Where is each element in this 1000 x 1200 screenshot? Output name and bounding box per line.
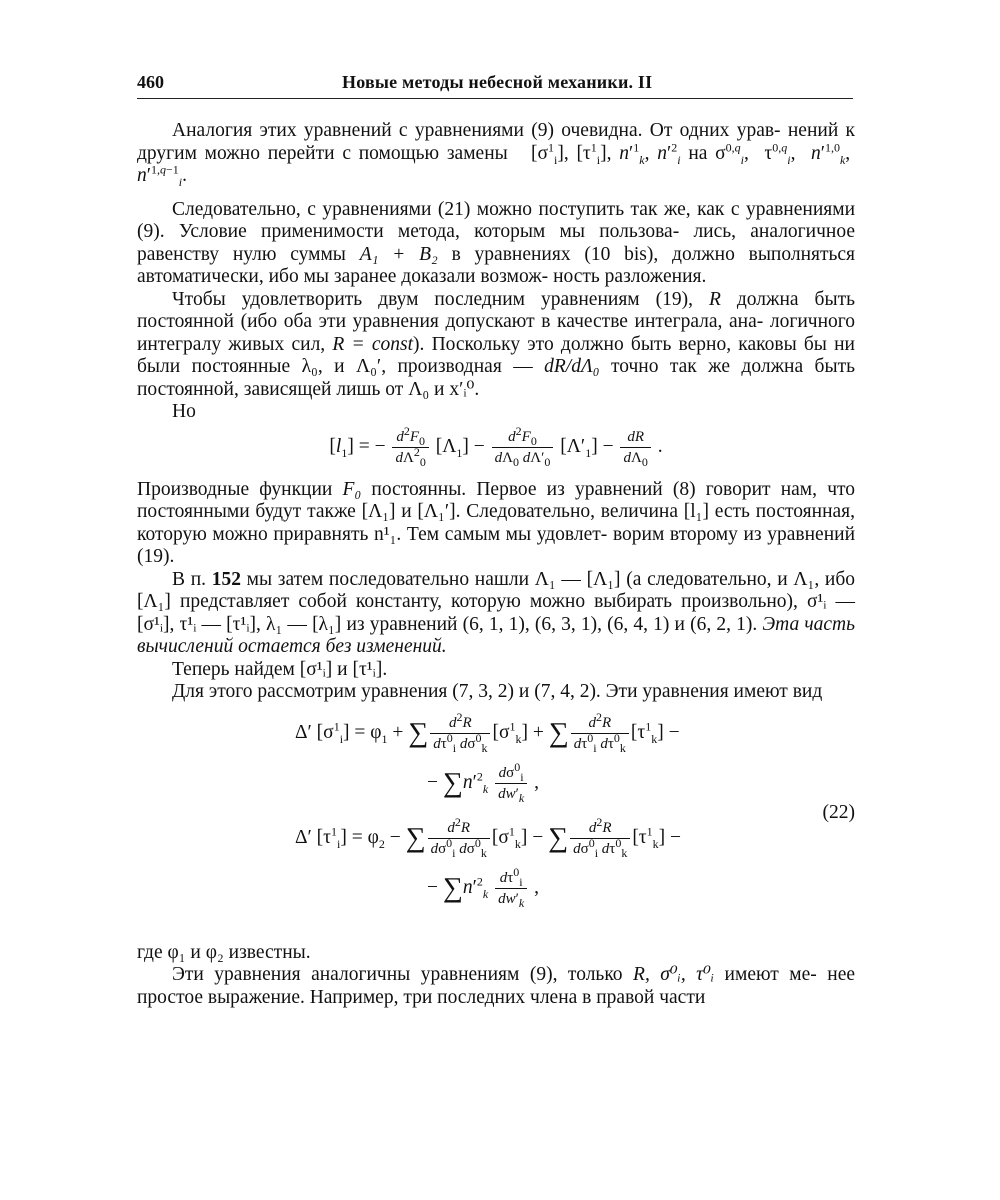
paragraph-3: Чтобы удовлетворить двум последним уравнениям (19), R должна быть постоянной (ибо оба эти уравнения допускают в качестве интеграла, ана- логичного интегралу живых сил, R = const). Поскольку это должно быть верно, каковы бы ни были постоянные λ₀, и Λ₀′, производная — dR/dΛ₀ точно так же должна быть постоянной, зависящей лишь от Λ₀ и x′ᵢ⁰.	[137, 288, 856, 400]
paragraph-6: Теперь найдем [σ¹ᵢ] и [τ¹ᵢ].	[172, 658, 388, 680]
paragraph-1: Аналогия этих уравнений с уравнениями (9) очевидна. От одних урав- нений к другим можно перейти с помощью замены $[\sigma^1_i]$, $[\tau^1_i]$, $n'^1_k$, $n'^2_i$ на $\sigma^{0,q}_i$, $\tau^{0,q}_i$, $n'^{1,0}_k$, $n'^{1,q-1}_i$.	[137, 120, 856, 189]
page-body	[137, 120, 855, 1009]
paragraph-5: В п. 152 мы затем последовательно нашли Λ₁ — [Λ₁] (а следовательно, и Λ₁, ибо [Λ₁] представляет собой константу, которую можно выбирать произвольно), σ¹ᵢ — [σ¹ᵢ], τ¹ᵢ — [τ¹ᵢ], λ₁ — [λ₁] из уравнений (6, 1, 1), (6, 3, 1), (6, 4, 1) и (6, 2, 1). Эта часть вычислений остается без изменений.	[137, 568, 856, 657]
page-number: 460	[137, 72, 164, 92]
equation-number: (22)	[822, 801, 855, 823]
paragraph-2: Следовательно, с уравнениями (21) можно поступить так же, как с уравнениями (9). Условие применимости метода, которым мы пользова- лись, аналогичное равенству нулю суммы A₁ + B₂ в уравнениях (10 bis), должно выполняться автоматически, ибо мы заранее доказали возмож- ность разложения.	[137, 198, 856, 287]
equation-sigma-tail: − $\sum n'^2_k$ $\frac{d\sigma^0_i}{dw'_k}$ ,	[427, 759, 539, 805]
equation-sigma: Δ′ $[\sigma^1_i] = \varphi_1$ + ∑ $\frac{d^2R}{d\tau^0_i d\sigma^0_k}$ $[\sigma^1_k]$ + ∑ $\frac{d^2R}{d\tau^0_i d\tau^0_k}$ $[\tau^1_k]$ −	[295, 709, 680, 755]
paragraph-9: Эти уравнения аналогичны уравнениям (9), только R, σ⁰ᵢ, τ⁰ᵢ имеют ме- нее простое выражение. Например, три последних члена в правой части	[137, 964, 856, 1008]
paragraph-7: Для этого рассмотрим уравнения (7, 3, 2) и (7, 4, 2). Эти уравнения имеют вид	[172, 681, 823, 702]
equation-system-22	[137, 709, 855, 934]
paragraph-8: где φ₁ и φ₂ известны.	[137, 941, 311, 963]
equation-l1: $[l_1]$ = − $\frac{d^2F_0}{d\Lambda^2_0}$ $[\Lambda_1]$ − $\frac{d^2F_0}{d\Lambda_0 d\Lambda'_0}$ $[\Lambda'_1]$ − $\frac{dR}{d\Lambda_0}$ .	[329, 423, 663, 469]
paragraph-no: Но	[172, 401, 196, 422]
running-title: Новые методы небесной механики. II	[342, 72, 653, 92]
paragraph-4: Производные функции F₀ постоянны. Первое из уравнений (8) говорит нам, что постоянными будут также [Λ₁] и [Λ₁′]. Следовательно, величина [l₁] есть постоянная, которую можно приравнять n¹₁. Тем самым мы удовлет- ворим второму из уравнений (19).	[137, 478, 856, 567]
header-rule	[137, 98, 853, 99]
equation-tau: Δ′ $[\tau^1_i] = \varphi_2$ − ∑ $\frac{d^2R}{d\sigma^0_i d\sigma^0_k}$ $[\sigma^1_k]$ − ∑ $\frac{d^2R}{d\sigma^0_i d\tau^0_k}$ $[\tau^1_k]$ −	[295, 814, 682, 860]
running-header	[137, 72, 853, 100]
equation-tau-tail: − $\sum n'^2_k$ $\frac{d\tau^0_i}{dw'_k}$ ,	[427, 864, 539, 910]
